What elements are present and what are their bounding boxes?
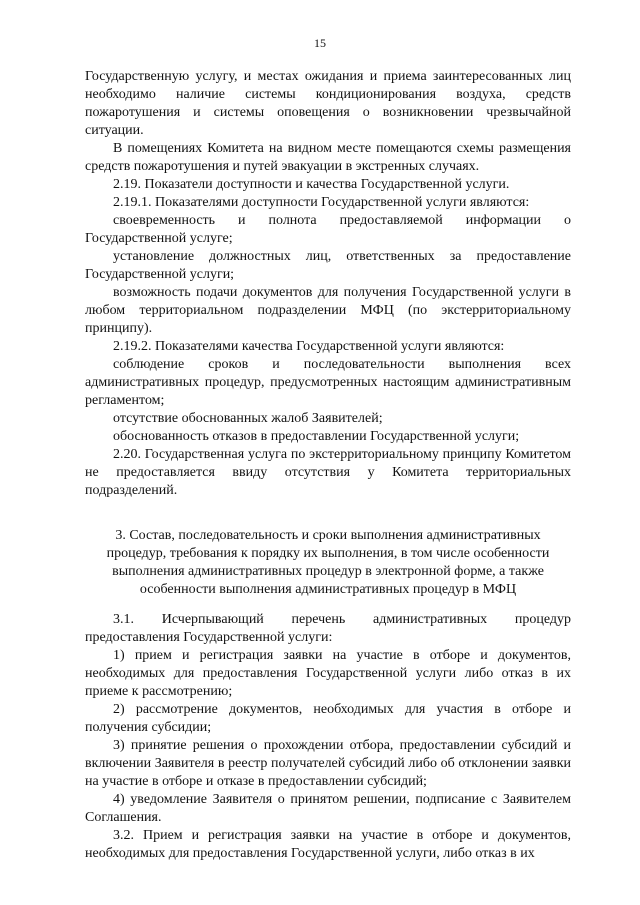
paragraph: 2.19.2. Показателями качества Государственной услуги являются:: [113, 339, 505, 354]
paragraph: 2.20. Государственная услуга по экстерриториальному принципу Комитетом не предоставляется ввиду отсутствия у Комитета территориальных подразделений.: [85, 447, 571, 498]
page-number: 15: [314, 36, 326, 50]
list-item: 2) рассмотрение документов, необходимых для участия в отборе и получения субсидии;: [85, 702, 571, 735]
section-3-heading: 3. Состав, последовательность и сроки выполнения административных процедур, требования к порядку их выполнения, в том числе особенности выполнения административных процедур в электронной форме, а также особенности выполнения административных процедур в МФЦ: [106, 528, 550, 597]
paragraph: 3.1. Исчерпывающий перечень административных процедур предоставления Государственной услуги:: [85, 612, 571, 645]
list-item: 3) принятие решения о прохождении отбора, предоставлении субсидий и включении Заявителя в реестр получателей субсидий либо об отклонении заявки на участие в отборе и отказе в предоставлении субсидий;: [85, 738, 571, 789]
paragraph: 2.19.1. Показателями доступности Государственной услуги являются:: [113, 195, 530, 210]
paragraph: Государственную услугу, и местах ожидания и приема заинтересованных лиц необходимо наличие системы кондиционирования воздуха, средств пожаротушения и системы оповещения о возникновении чрезвычайной ситуации.: [85, 69, 571, 138]
list-item: установление должностных лиц, ответственных за предоставление Государственной услуги;: [85, 249, 571, 282]
spacer: [85, 599, 571, 611]
list-item: возможность подачи документов для получения Государственной услуги в любом территориальном подразделении МФЦ (по экстерриториальному принципу).: [85, 285, 571, 336]
document-body: [85, 68, 571, 863]
list-item: соблюдение сроков и последовательности выполнения всех административных процедур, предусмотренных настоящим административным регламентом;: [85, 357, 571, 408]
list-item: 1) прием и регистрация заявки на участие в отборе и документов, необходимых для предоставления Государственной услуги либо отказ в их приеме к рассмотрению;: [85, 648, 571, 699]
section-2-19-heading: 2.19. Показатели доступности и качества Государственной услуги.: [113, 177, 510, 192]
paragraph: 3.2. Прием и регистрация заявки на участие в отборе и документов, необходимых для предоставления Государственной услуги, либо отказ в их: [85, 828, 571, 861]
list-item: 4) уведомление Заявителя о принятом решении, подписание с Заявителем Соглашения.: [85, 792, 571, 825]
spacer: [85, 500, 571, 527]
paragraph: В помещениях Комитета на видном месте помещаются схемы размещения средств пожаротушения и путей эвакуации в экстренных случаях.: [85, 141, 571, 174]
list-item: своевременность и полнота предоставляемой информации о Государственной услуге;: [85, 213, 571, 246]
list-item: обоснованность отказов в предоставлении Государственной услуги;: [113, 429, 520, 444]
list-item: отсутствие обоснованных жалоб Заявителей;: [113, 411, 383, 426]
